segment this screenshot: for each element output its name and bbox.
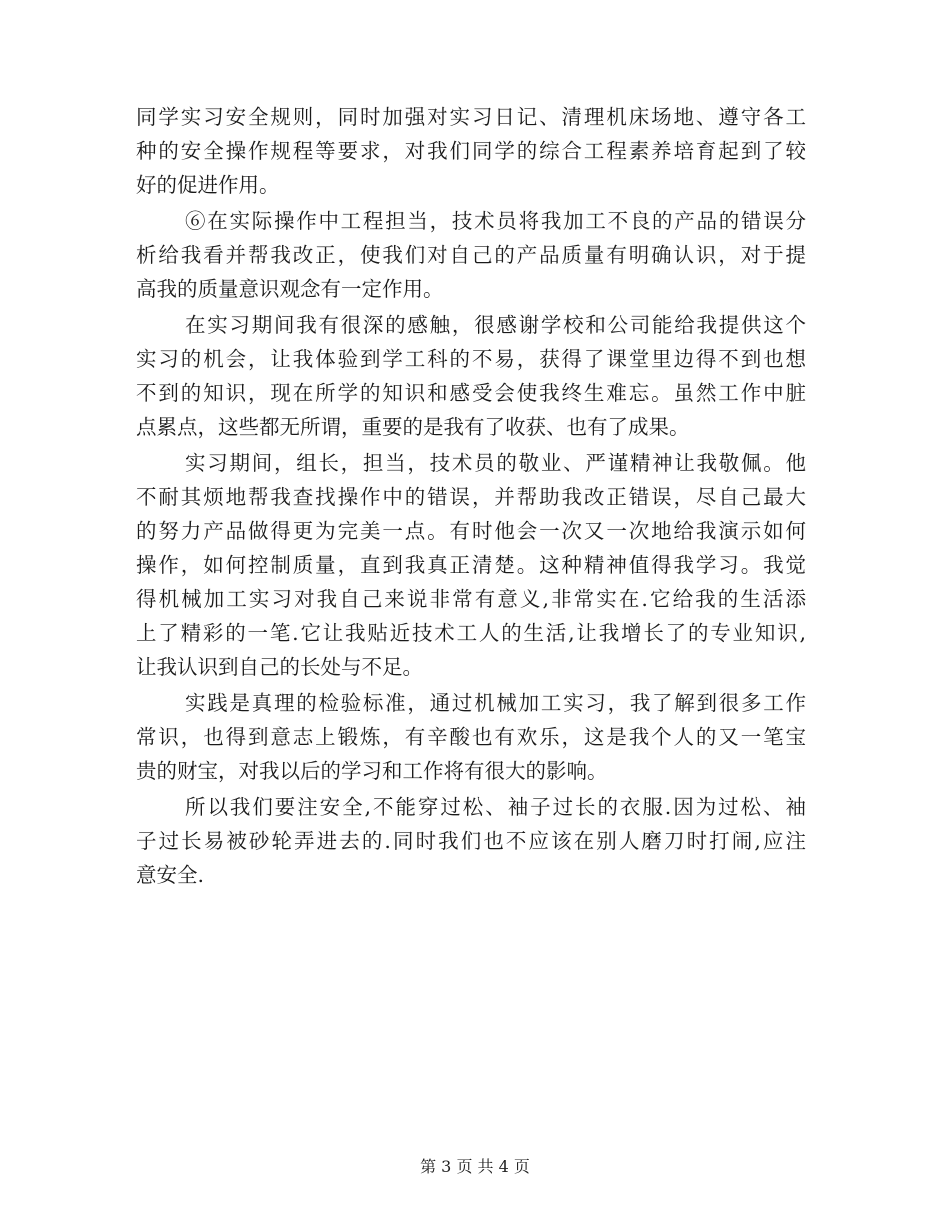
text-line: 实习期间，组长，担当，技术员的敬业、严谨精神让我敬佩。他 [185,451,806,475]
paragraph [136,446,806,684]
text-line: 实习的机会，让我体验到学工科的不易，获得了课堂里边得不到也想 [136,347,806,371]
document-body [136,100,806,892]
text-line: 种的安全操作规程等要求，对我们同学的综合工程素养培育起到了较 [136,139,806,163]
paragraph [136,100,806,202]
paragraph [136,204,806,306]
text-line: 意安全. [136,863,205,887]
text-line: 贵的财宝，对我以后的学习和工作将有很大的影响。 [136,759,608,783]
text-line: 析给我看并帮我改正，使我们对自己的产品质量有明确认识，对于提 [136,243,806,267]
text-line: 让我认识到自己的长处与不足。 [136,655,423,679]
text-line: 的努力产品做得更为完美一点。有时他会一次又一次地给我演示如何 [136,519,806,543]
paragraph [136,686,806,788]
paragraph [136,790,806,892]
text-line: 在实习期间我有很深的感触，很感谢学校和公司能给我提供这个 [185,313,806,337]
text-line: ⑥在实际操作中工程担当，技术员将我加工不良的产品的错误分 [185,209,806,233]
text-line: 不耐其烦地帮我查找操作中的错误，并帮助我改正错误，尽自己最大 [136,485,806,509]
text-line: 实践是真理的检验标准，通过机械加工实习，我了解到很多工作 [185,691,806,715]
page-number-footer: 第 3 页 共 4 页 [420,1157,530,1176]
paragraph [136,308,806,444]
text-line: 上了精彩的一笔.它让我贴近技术工人的生活,让我增长了的专业知识, [136,621,806,645]
text-line: 子过长易被砂轮弄进去的.同时我们也不应该在别人磨刀时打闹,应注 [136,829,806,853]
text-line: 高我的质量意识观念有一定作用。 [136,277,444,301]
text-line: 同学实习安全规则，同时加强对实习日记、清理机床场地、遵守各工 [136,105,806,129]
text-line: 操作，如何控制质量，直到我真正清楚。这种精神值得我学习。我觉 [136,553,806,577]
text-line: 所以我们要注安全,不能穿过松、袖子过长的衣服.因为过松、袖 [185,795,806,819]
text-line: 好的促进作用。 [136,173,280,197]
text-line: 得机械加工实习对我自己来说非常有意义,非常实在.它给我的生活添 [136,587,806,611]
text-line: 点累点，这些都无所谓，重要的是我有了收获、也有了成果。 [136,415,690,439]
text-line: 不到的知识，现在所学的知识和感受会使我终生难忘。虽然工作中脏 [136,381,806,405]
text-line: 常识，也得到意志上锻炼，有辛酸也有欢乐，这是我个人的又一笔宝 [136,725,806,749]
